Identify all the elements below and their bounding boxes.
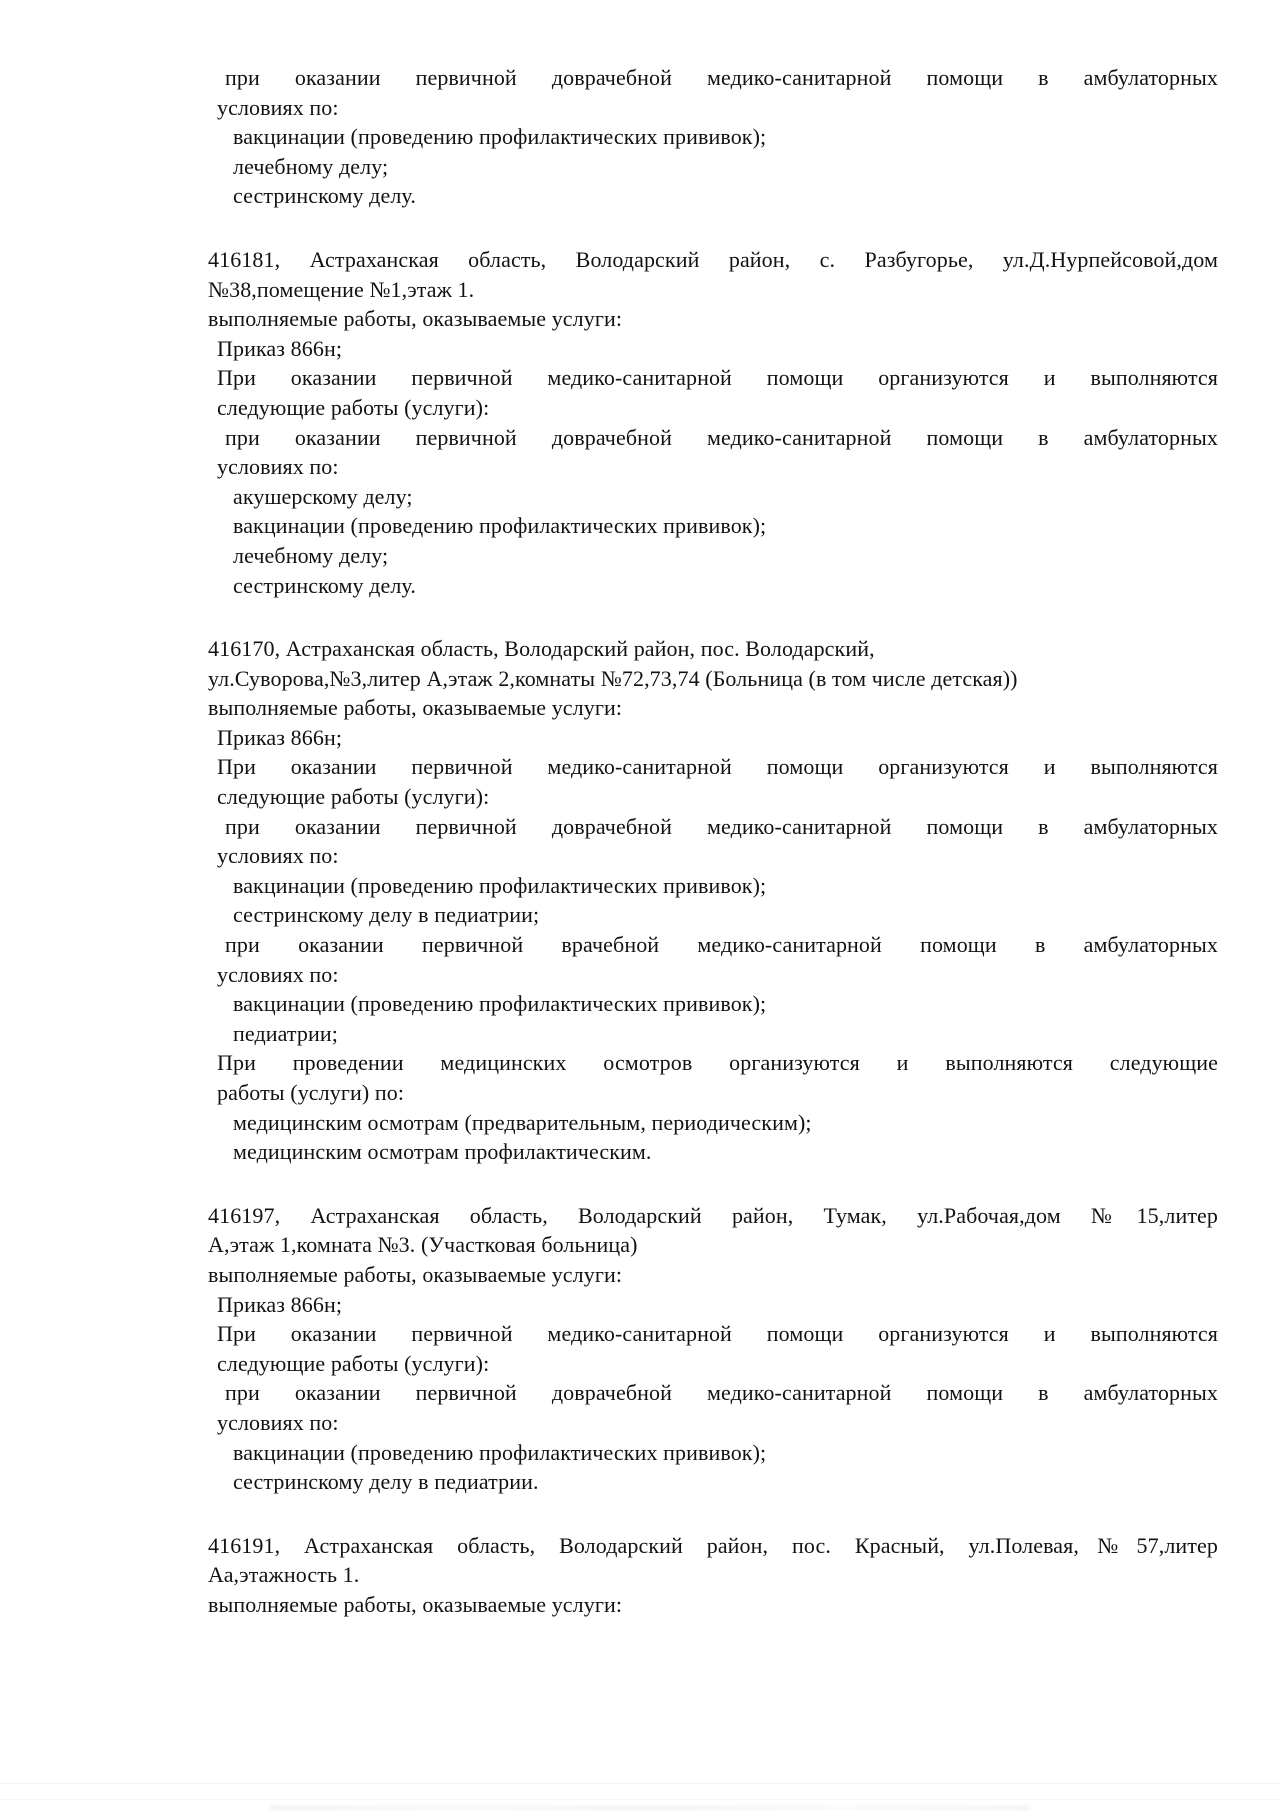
text-line: при оказании первичной доврачебной медико-санитарной помощи в амбулаторных bbox=[225, 813, 1218, 839]
text-line: лечебному делу; bbox=[233, 153, 389, 179]
text-line: вакцинации (проведению профилактических прививок); bbox=[233, 1439, 767, 1465]
text-line: условиях по: bbox=[217, 1409, 339, 1435]
text-line: ул.Суворова,№3,литер А,этаж 2,комнаты №72,73,74 (Больница (в том числе детская)) bbox=[208, 665, 1018, 691]
text-line: А,этаж 1,комната №3. (Участковая больница) bbox=[208, 1232, 638, 1258]
text-line: педиатрии; bbox=[233, 1020, 338, 1046]
text-line: 416170, Астраханская область, Володарский район, пос. Володарский, bbox=[208, 636, 875, 662]
text-line: Аа,этажность 1. bbox=[208, 1562, 360, 1588]
text-line: вакцинации (проведению профилактических прививок); bbox=[233, 991, 767, 1017]
text-line: Приказ 866н; bbox=[217, 1291, 343, 1317]
text-line: сестринскому делу в педиатрии; bbox=[233, 902, 540, 928]
text-line: условиях по: bbox=[217, 961, 339, 987]
text-line: следующие работы (услуги): bbox=[217, 784, 490, 810]
text-line: выполняемые работы, оказываемые услуги: bbox=[208, 306, 623, 332]
text-line: условиях по: bbox=[217, 843, 339, 869]
text-line: при оказании первичной доврачебной медико-санитарной помощи в амбулаторных bbox=[225, 65, 1218, 90]
text-line: Приказ 866н; bbox=[217, 724, 343, 750]
scan-artifact-line bbox=[0, 1783, 1280, 1784]
text-line: выполняемые работы, оказываемые услуги: bbox=[208, 1591, 623, 1617]
text-line: медицинским осмотрам профилактическим. bbox=[233, 1139, 652, 1165]
text-line: вакцинации (проведению профилактических прививок); bbox=[233, 513, 767, 539]
license-works-services-text bbox=[208, 63, 1218, 1620]
text-line: условиях по: bbox=[217, 454, 339, 480]
text-line: При оказании первичной медико-санитарной помощи организуются и выполняются bbox=[217, 754, 1218, 780]
scan-artifact-line bbox=[0, 1799, 1280, 1800]
text-line: При оказании первичной медико-санитарной помощи организуются и выполняются bbox=[217, 365, 1218, 391]
text-line: следующие работы (услуги): bbox=[217, 1350, 490, 1376]
text-line: вакцинации (проведению профилактических прививок); bbox=[233, 124, 767, 150]
text-line: 416197, Астраханская область, Володарский район, Тумак, ул.Рабочая,дом №15,литер bbox=[208, 1202, 1218, 1228]
entry-416191 bbox=[208, 1531, 1218, 1620]
text-line: сестринскому делу в педиатрии. bbox=[233, 1469, 539, 1495]
entry-416170 bbox=[208, 634, 1218, 1167]
text-line: условиях по: bbox=[217, 94, 339, 120]
entry-continuation bbox=[208, 63, 1218, 211]
text-line: сестринскому делу. bbox=[233, 183, 416, 209]
text-line: выполняемые работы, оказываемые услуги: bbox=[208, 695, 623, 721]
text-line: медицинским осмотрам (предварительным, периодическим); bbox=[233, 1109, 812, 1135]
text-line: при оказании первичной доврачебной медико-санитарной помощи в амбулаторных bbox=[225, 424, 1218, 450]
text-line: работы (услуги) по: bbox=[217, 1080, 405, 1105]
text-line: при оказании первичной врачебной медико-санитарной помощи в амбулаторных bbox=[225, 932, 1218, 958]
text-line: сестринскому делу. bbox=[233, 572, 416, 598]
entry-416197 bbox=[208, 1201, 1218, 1497]
text-line: Приказ 866н; bbox=[217, 335, 343, 361]
text-line: акушерскому делу; bbox=[233, 483, 413, 509]
entry-416181 bbox=[208, 245, 1218, 600]
text-line: 416181, Астраханская область, Володарский район, с. Разбугорье, ул.Д.Нурпейсовой,дом bbox=[208, 246, 1218, 272]
text-line: при оказании первичной доврачебной медико-санитарной помощи в амбулаторных bbox=[225, 1380, 1218, 1406]
text-line: выполняемые работы, оказываемые услуги: bbox=[208, 1261, 623, 1287]
text-line: 416191, Астраханская область, Володарский район, пос. Красный, ул.Полевая,№57,литер bbox=[208, 1532, 1218, 1558]
text-line: №38,помещение №1,этаж 1. bbox=[208, 276, 475, 302]
text-line: следующие работы (услуги): bbox=[217, 394, 490, 420]
text-line: лечебному делу; bbox=[233, 542, 389, 568]
text-line: При оказании первичной медико-санитарной помощи организуются и выполняются bbox=[217, 1321, 1218, 1347]
text-line: вакцинации (проведению профилактических прививок); bbox=[233, 872, 767, 898]
scan-artifact-cutoff-text bbox=[270, 1805, 1030, 1811]
text-line: При проведении медицинских осмотров организуются и выполняются следующие bbox=[217, 1050, 1218, 1076]
